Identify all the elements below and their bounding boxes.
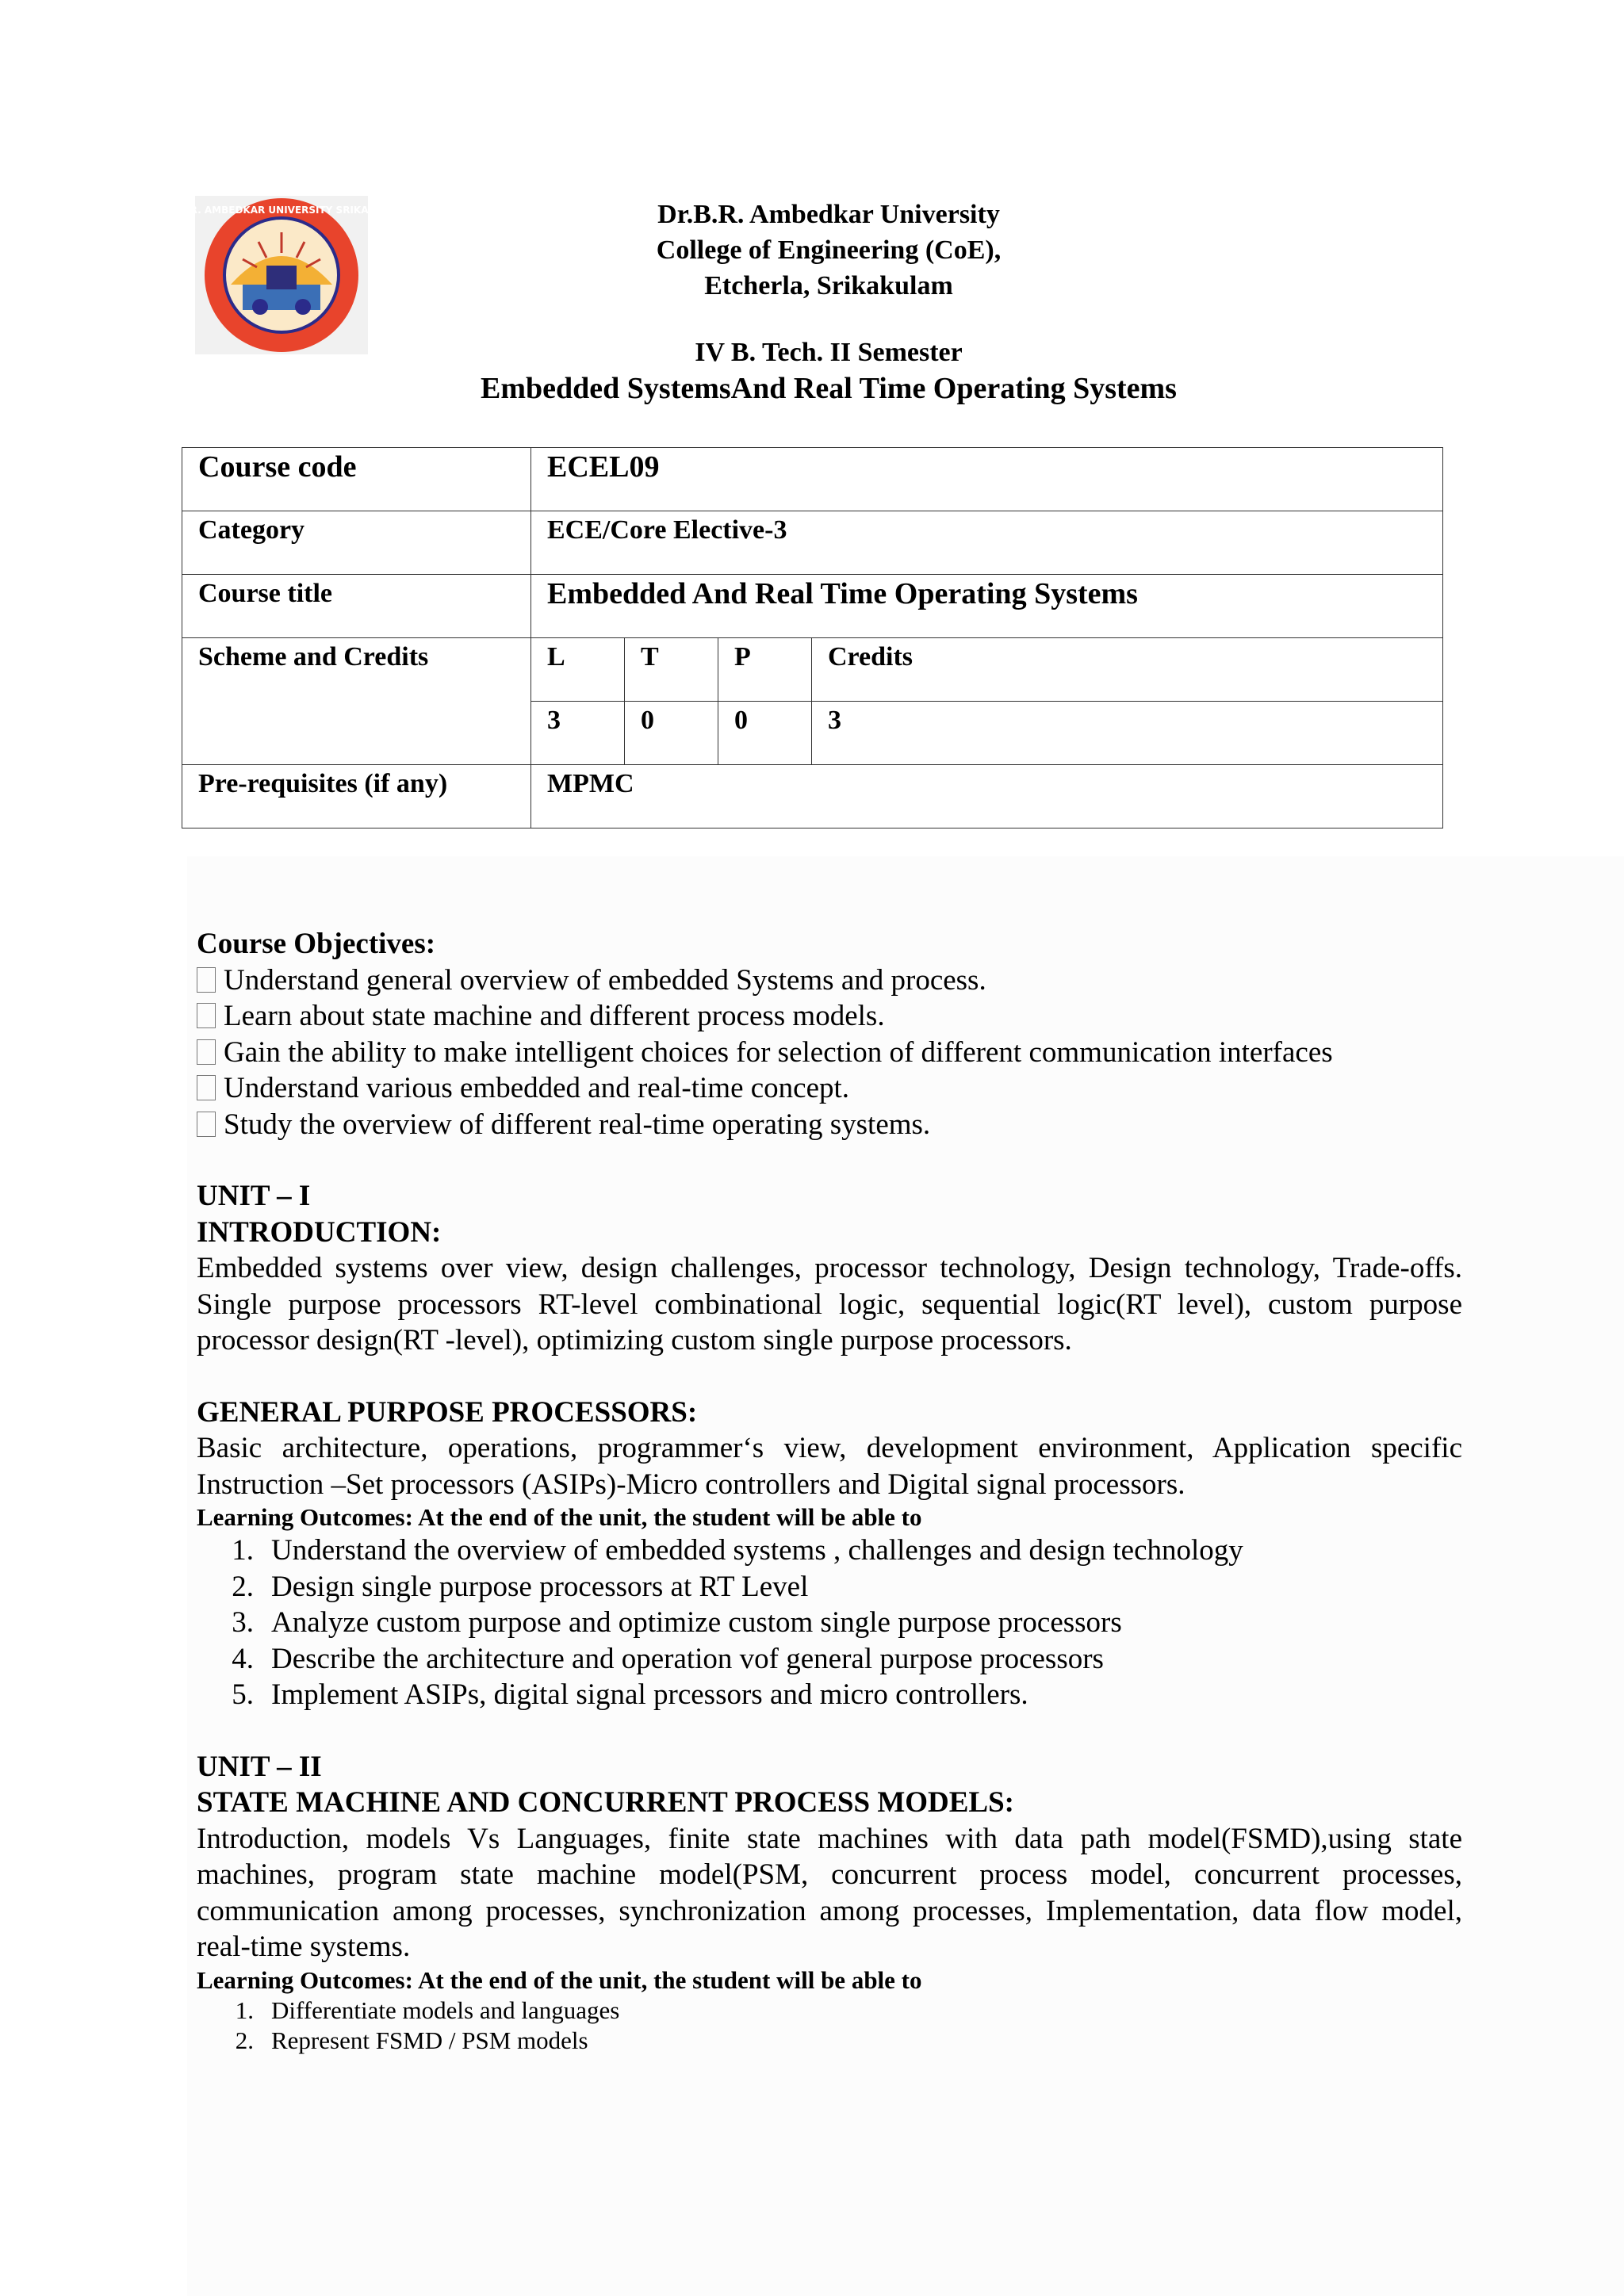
- course-title-label: Course title: [182, 575, 531, 638]
- table-row: [182, 638, 1443, 702]
- t-header: T: [625, 638, 718, 702]
- unit2-text: Introduction, models Vs Languages, finite state machines with data path model(FSMD),using state machines, program state machine model(PSM, concurrent process model, concurrent processes, communication among processes, synchronization among processes, Implementation, data flow model, real-time systems.: [197, 1822, 1462, 1963]
- category-value: ECE/Core Elective-3: [531, 511, 1443, 575]
- list-item: Study the overview of different real-time operating systems.: [197, 1107, 1462, 1143]
- college-location: Etcherla, Srikakulam: [704, 271, 953, 300]
- scheme-credits-label: Scheme and Credits: [182, 638, 531, 765]
- semester-label: IV B. Tech. II Semester: [695, 338, 963, 367]
- list-item: 3. Analyze custom purpose and optimize custom single purpose processors: [232, 1606, 1122, 1639]
- university-header: [444, 197, 1213, 304]
- p-value: 0: [718, 702, 812, 765]
- list-item: 1. Understand the overview of embedded systems , challenges and design technology: [232, 1534, 1243, 1567]
- unit1-intro-text: Embedded systems over view, design challenges, processor technology, Design technology, Trade-offs. Single purpose processors RT-level combinational logic, sequential logic(RT level), custom purpose processor design(RT -level), optimizing custom single purpose processors.: [197, 1252, 1462, 1357]
- bullet-box-icon: [197, 1075, 216, 1100]
- unit2-heading: STATE MACHINE AND CONCURRENT PROCESS MODELS:: [197, 1786, 1014, 1819]
- table-row: [182, 448, 1443, 511]
- table-row: [182, 765, 1443, 828]
- prereq-label: Pre-requisites (if any): [182, 765, 531, 828]
- list-item: Understand general overview of embedded Systems and process.: [197, 962, 1462, 999]
- list-item: 2. Design single purpose processors at RT Level: [232, 1570, 809, 1603]
- t-value: 0: [625, 702, 718, 765]
- course-code-value: ECEL09: [531, 448, 1443, 511]
- unit1-outcomes-list: [197, 1533, 1462, 1713]
- unit1-title: UNIT – I: [197, 1180, 311, 1212]
- list-item: 2. Represent FSMD / PSM models: [235, 2026, 588, 2054]
- university-logo: [156, 196, 407, 354]
- course-title-value: Embedded And Real Time Operating Systems: [531, 575, 1443, 638]
- objectives-list: [197, 962, 1462, 1143]
- unit1-gpp-heading: GENERAL PURPOSE PROCESSORS:: [197, 1395, 698, 1429]
- logo-text: DR. B.R. AMBEDKAR UNIVERSITY SRIKAKULAM: [156, 205, 407, 216]
- table-row: [182, 511, 1443, 575]
- college-name: College of Engineering (CoE),: [656, 235, 1002, 265]
- bullet-box-icon: [197, 967, 216, 993]
- list-item: Understand various embedded and real-time concept.: [197, 1070, 1462, 1107]
- table-row: [182, 575, 1443, 638]
- course-heading: Embedded SystemsAnd Real Time Operating Systems: [481, 372, 1177, 405]
- syllabus-content: [197, 926, 1462, 2056]
- unit1-outcomes-heading: Learning Outcomes: At the end of the unit, the student will be able to: [197, 1503, 922, 1531]
- unit1-gpp-text: Basic architecture, operations, programmer‘s view, development environment, Application specific Instruction –Set processors (ASIPs)-Micro controllers and Digital signal processors.: [197, 1432, 1462, 1501]
- list-item: Gain the ability to make intelligent choices for selection of different communication interfaces: [197, 1035, 1462, 1071]
- objectives-heading: Course Objectives:: [197, 928, 436, 960]
- course-info-table: [182, 447, 1443, 828]
- bullet-box-icon: [197, 1112, 216, 1137]
- list-item: 4. Describe the architecture and operation vof general purpose processors: [232, 1642, 1104, 1675]
- l-header: L: [531, 638, 625, 702]
- bullet-box-icon: [197, 1039, 216, 1065]
- p-header: P: [718, 638, 812, 702]
- credits-value: 3: [812, 702, 1443, 765]
- unit1-intro-heading: INTRODUCTION:: [197, 1215, 442, 1249]
- unit2-title: UNIT – II: [197, 1750, 322, 1783]
- list-item: 1. Differentiate models and languages: [235, 1996, 620, 2024]
- bullet-box-icon: [197, 1003, 216, 1028]
- university-name: Dr.B.R. Ambedkar University: [657, 200, 1000, 229]
- unit2-outcomes-heading: Learning Outcomes: At the end of the unit, the student will be able to: [197, 1965, 922, 1994]
- list-item: Learn about state machine and different process models.: [197, 998, 1462, 1035]
- unit2-outcomes-list: [197, 1996, 1462, 2056]
- credits-header: Credits: [812, 638, 1443, 702]
- l-value: 3: [531, 702, 625, 765]
- list-item: 5. Implement ASIPs, digital signal prcessors and micro controllers.: [232, 1678, 1028, 1711]
- course-code-label: Course code: [182, 448, 531, 511]
- category-label: Category: [182, 511, 531, 575]
- prereq-value: MPMC: [531, 765, 1443, 828]
